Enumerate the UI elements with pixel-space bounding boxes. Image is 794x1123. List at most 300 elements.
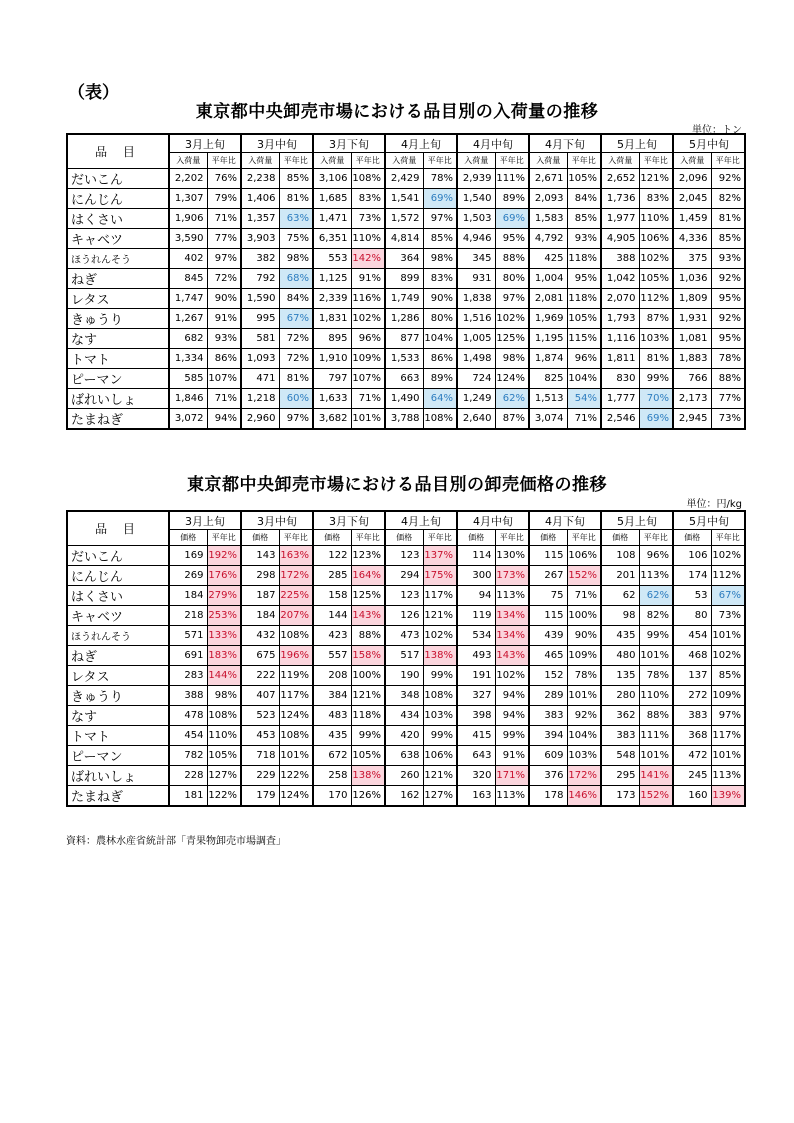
table2-unit: 単位：円/kg <box>686 499 742 510</box>
value-cell: 435 <box>601 626 639 646</box>
ratio-cell: 108% <box>423 686 457 706</box>
ratio-cell: 91% <box>351 269 385 289</box>
ratio-cell: 101% <box>711 746 745 766</box>
sub-header-value: 入荷量 <box>529 153 567 169</box>
ratio-cell: 54% <box>567 389 601 409</box>
value-cell: 454 <box>169 726 207 746</box>
value-cell: 3,106 <box>313 169 351 189</box>
ratio-cell: 144% <box>207 666 241 686</box>
ratio-cell: 253% <box>207 606 241 626</box>
value-cell: 435 <box>313 726 351 746</box>
value-cell: 178 <box>529 786 567 807</box>
ratio-cell: 110% <box>207 726 241 746</box>
ratio-cell: 81% <box>639 349 673 369</box>
ratio-cell: 87% <box>639 309 673 329</box>
value-cell: 382 <box>241 249 279 269</box>
table-row <box>67 626 745 646</box>
value-cell: 2,939 <box>457 169 495 189</box>
period-header: 4月下旬 <box>529 511 601 530</box>
sub-header-value: 価格 <box>313 530 351 546</box>
value-cell: 1,357 <box>241 209 279 229</box>
value-cell: 663 <box>385 369 423 389</box>
period-header: 5月中旬 <box>673 511 745 530</box>
value-cell: 375 <box>673 249 711 269</box>
value-cell: 345 <box>457 249 495 269</box>
value-cell: 174 <box>673 566 711 586</box>
value-cell: 2,652 <box>601 169 639 189</box>
ratio-cell: 127% <box>423 786 457 807</box>
ratio-cell: 101% <box>711 626 745 646</box>
ratio-cell: 90% <box>207 289 241 309</box>
ratio-cell: 106% <box>639 229 673 249</box>
period-header: 4月中旬 <box>457 134 529 153</box>
period-header: 3月上旬 <box>169 511 241 530</box>
value-cell: 1,540 <box>457 189 495 209</box>
ratio-cell: 95% <box>567 269 601 289</box>
value-cell: 144 <box>313 606 351 626</box>
ratio-cell: 106% <box>567 546 601 566</box>
header-row-sub <box>67 153 745 169</box>
ratio-cell: 124% <box>279 786 313 807</box>
value-cell: 187 <box>241 586 279 606</box>
value-cell: 1,513 <box>529 389 567 409</box>
value-cell: 523 <box>241 706 279 726</box>
ratio-cell: 111% <box>639 726 673 746</box>
ratio-cell: 71% <box>567 409 601 430</box>
ratio-cell: 107% <box>207 369 241 389</box>
ratio-cell: 89% <box>495 189 529 209</box>
value-cell: 3,590 <box>169 229 207 249</box>
ratio-cell: 96% <box>351 329 385 349</box>
ratio-cell: 67% <box>279 309 313 329</box>
value-cell: 1,910 <box>313 349 351 369</box>
value-cell: 2,960 <box>241 409 279 430</box>
ratio-cell: 98% <box>279 249 313 269</box>
header-row-sub <box>67 530 745 546</box>
value-cell: 2,640 <box>457 409 495 430</box>
ratio-cell: 73% <box>351 209 385 229</box>
item-name: ピーマン <box>67 369 169 389</box>
ratio-cell: 116% <box>351 289 385 309</box>
value-cell: 143 <box>241 546 279 566</box>
value-cell: 1,906 <box>169 209 207 229</box>
ratio-cell: 142% <box>351 249 385 269</box>
value-cell: 108 <box>601 546 639 566</box>
ratio-cell: 123% <box>351 546 385 566</box>
table-row <box>67 766 745 786</box>
ratio-cell: 93% <box>567 229 601 249</box>
value-cell: 2,081 <box>529 289 567 309</box>
value-cell: 75 <box>529 586 567 606</box>
ratio-cell: 121% <box>639 169 673 189</box>
ratio-cell: 173% <box>495 566 529 586</box>
value-cell: 398 <box>457 706 495 726</box>
ratio-cell: 75% <box>279 229 313 249</box>
period-header: 4月下旬 <box>529 134 601 153</box>
value-cell: 423 <box>313 626 351 646</box>
ratio-cell: 93% <box>207 329 241 349</box>
value-cell: 123 <box>385 546 423 566</box>
value-cell: 1,736 <box>601 189 639 209</box>
ratio-cell: 95% <box>495 229 529 249</box>
value-cell: 6,351 <box>313 229 351 249</box>
ratio-cell: 77% <box>711 389 745 409</box>
ratio-cell: 83% <box>639 189 673 209</box>
table-row <box>67 269 745 289</box>
value-cell: 1,931 <box>673 309 711 329</box>
item-header: 品 目 <box>67 511 169 546</box>
ratio-cell: 97% <box>423 209 457 229</box>
ratio-cell: 77% <box>207 229 241 249</box>
ratio-cell: 104% <box>423 329 457 349</box>
value-cell: 2,070 <box>601 289 639 309</box>
value-cell: 1,809 <box>673 289 711 309</box>
value-cell: 1,249 <box>457 389 495 409</box>
value-cell: 364 <box>385 249 423 269</box>
item-header: 品 目 <box>67 134 169 169</box>
table-row <box>67 369 745 389</box>
period-header: 5月上旬 <box>601 511 673 530</box>
ratio-cell: 102% <box>711 646 745 666</box>
ratio-cell: 71% <box>351 389 385 409</box>
value-cell: 283 <box>169 666 207 686</box>
ratio-cell: 113% <box>711 766 745 786</box>
value-cell: 394 <box>529 726 567 746</box>
ratio-cell: 97% <box>711 706 745 726</box>
ratio-cell: 152% <box>567 566 601 586</box>
value-cell: 1,633 <box>313 389 351 409</box>
ratio-cell: 102% <box>711 546 745 566</box>
item-name: レタス <box>67 666 169 686</box>
item-name: きゅうり <box>67 686 169 706</box>
ratio-cell: 102% <box>351 309 385 329</box>
ratio-cell: 113% <box>495 786 529 807</box>
value-cell: 1,490 <box>385 389 423 409</box>
table-row <box>67 586 745 606</box>
ratio-cell: 101% <box>279 746 313 766</box>
ratio-cell: 103% <box>423 706 457 726</box>
ratio-cell: 105% <box>351 746 385 766</box>
value-cell: 473 <box>385 626 423 646</box>
ratio-cell: 84% <box>279 289 313 309</box>
value-cell: 454 <box>673 626 711 646</box>
ratio-cell: 88% <box>495 249 529 269</box>
value-cell: 472 <box>673 746 711 766</box>
sub-header-ratio: 平年比 <box>639 530 673 546</box>
value-cell: 2,429 <box>385 169 423 189</box>
ratio-cell: 99% <box>423 666 457 686</box>
ratio-cell: 117% <box>711 726 745 746</box>
ratio-cell: 152% <box>639 786 673 807</box>
value-cell: 152 <box>529 666 567 686</box>
item-name: たまねぎ <box>67 786 169 807</box>
ratio-cell: 79% <box>207 189 241 209</box>
value-cell: 53 <box>673 586 711 606</box>
value-cell: 931 <box>457 269 495 289</box>
sub-header-ratio: 平年比 <box>711 530 745 546</box>
ratio-cell: 72% <box>279 349 313 369</box>
ratio-cell: 97% <box>279 409 313 430</box>
ratio-cell: 81% <box>279 189 313 209</box>
ratio-cell: 85% <box>711 229 745 249</box>
ratio-cell: 108% <box>207 706 241 726</box>
ratio-cell: 69% <box>495 209 529 229</box>
value-cell: 1,793 <box>601 309 639 329</box>
value-cell: 877 <box>385 329 423 349</box>
table-row <box>67 566 745 586</box>
value-cell: 1,749 <box>385 289 423 309</box>
value-cell: 797 <box>313 369 351 389</box>
item-name: ほうれんそう <box>67 249 169 269</box>
ratio-cell: 172% <box>567 766 601 786</box>
ratio-cell: 86% <box>207 349 241 369</box>
value-cell: 432 <box>241 626 279 646</box>
value-cell: 3,072 <box>169 409 207 430</box>
source-note: 資料：農林水産省統計部「青果物卸売市場調査」 <box>66 836 286 847</box>
ratio-cell: 71% <box>207 209 241 229</box>
ratio-cell: 72% <box>207 269 241 289</box>
value-cell: 548 <box>601 746 639 766</box>
value-cell: 1,583 <box>529 209 567 229</box>
item-name: ばれいしょ <box>67 389 169 409</box>
sub-header-value: 入荷量 <box>313 153 351 169</box>
table-row <box>67 309 745 329</box>
value-cell: 1,125 <box>313 269 351 289</box>
value-cell: 383 <box>529 706 567 726</box>
table-row <box>67 646 745 666</box>
value-cell: 478 <box>169 706 207 726</box>
sub-header-value: 入荷量 <box>673 153 711 169</box>
value-cell: 258 <box>313 766 351 786</box>
ratio-cell: 71% <box>567 586 601 606</box>
page-label: （表） <box>68 83 119 103</box>
value-cell: 222 <box>241 666 279 686</box>
value-cell: 415 <box>457 726 495 746</box>
ratio-cell: 196% <box>279 646 313 666</box>
ratio-cell: 121% <box>351 686 385 706</box>
value-cell: 453 <box>241 726 279 746</box>
ratio-cell: 80% <box>423 309 457 329</box>
value-cell: 191 <box>457 666 495 686</box>
ratio-cell: 63% <box>279 209 313 229</box>
value-cell: 1,036 <box>673 269 711 289</box>
value-cell: 1,116 <box>601 329 639 349</box>
value-cell: 4,946 <box>457 229 495 249</box>
value-cell: 3,788 <box>385 409 423 430</box>
ratio-cell: 72% <box>279 329 313 349</box>
ratio-cell: 92% <box>711 269 745 289</box>
value-cell: 480 <box>601 646 639 666</box>
ratio-cell: 89% <box>423 369 457 389</box>
item-name: キャベツ <box>67 229 169 249</box>
value-cell: 1,685 <box>313 189 351 209</box>
ratio-cell: 117% <box>423 586 457 606</box>
value-cell: 1,572 <box>385 209 423 229</box>
value-cell: 1,195 <box>529 329 567 349</box>
ratio-cell: 81% <box>711 209 745 229</box>
ratio-cell: 124% <box>279 706 313 726</box>
value-cell: 782 <box>169 746 207 766</box>
value-cell: 402 <box>169 249 207 269</box>
value-cell: 158 <box>313 586 351 606</box>
ratio-cell: 112% <box>639 289 673 309</box>
ratio-cell: 88% <box>639 706 673 726</box>
value-cell: 682 <box>169 329 207 349</box>
value-cell: 1,969 <box>529 309 567 329</box>
value-cell: 163 <box>457 786 495 807</box>
item-name: だいこん <box>67 169 169 189</box>
ratio-cell: 78% <box>423 169 457 189</box>
ratio-cell: 164% <box>351 566 385 586</box>
header-row-periods <box>67 511 745 530</box>
ratio-cell: 172% <box>279 566 313 586</box>
ratio-cell: 99% <box>495 726 529 746</box>
item-name: だいこん <box>67 546 169 566</box>
ratio-cell: 119% <box>279 666 313 686</box>
ratio-cell: 109% <box>567 646 601 666</box>
value-cell: 1,503 <box>457 209 495 229</box>
table-row <box>67 786 745 807</box>
ratio-cell: 85% <box>279 169 313 189</box>
value-cell: 2,202 <box>169 169 207 189</box>
table-row <box>67 746 745 766</box>
period-header: 3月上旬 <box>169 134 241 153</box>
value-cell: 581 <box>241 329 279 349</box>
value-cell: 1,874 <box>529 349 567 369</box>
ratio-cell: 99% <box>639 626 673 646</box>
ratio-cell: 98% <box>207 686 241 706</box>
table-row <box>67 189 745 209</box>
value-cell: 4,336 <box>673 229 711 249</box>
ratio-cell: 111% <box>495 169 529 189</box>
sub-header-ratio: 平年比 <box>207 153 241 169</box>
item-name: ばれいしょ <box>67 766 169 786</box>
ratio-cell: 158% <box>351 646 385 666</box>
ratio-cell: 125% <box>495 329 529 349</box>
ratio-cell: 108% <box>423 409 457 430</box>
sub-header-value: 価格 <box>241 530 279 546</box>
sub-header-ratio: 平年比 <box>207 530 241 546</box>
item-name: きゅうり <box>67 309 169 329</box>
ratio-cell: 91% <box>495 746 529 766</box>
value-cell: 348 <box>385 686 423 706</box>
value-cell: 327 <box>457 686 495 706</box>
ratio-cell: 207% <box>279 606 313 626</box>
value-cell: 995 <box>241 309 279 329</box>
sub-header-value: 入荷量 <box>241 153 279 169</box>
ratio-cell: 64% <box>423 389 457 409</box>
item-name: はくさい <box>67 209 169 229</box>
sub-header-value: 価格 <box>673 530 711 546</box>
table-row <box>67 289 745 309</box>
item-name: にんじん <box>67 566 169 586</box>
value-cell: 383 <box>673 706 711 726</box>
value-cell: 571 <box>169 626 207 646</box>
table-row <box>67 546 745 566</box>
ratio-cell: 279% <box>207 586 241 606</box>
value-cell: 126 <box>385 606 423 626</box>
value-cell: 123 <box>385 586 423 606</box>
value-cell: 724 <box>457 369 495 389</box>
ratio-cell: 98% <box>423 249 457 269</box>
value-cell: 184 <box>169 586 207 606</box>
ratio-cell: 94% <box>207 409 241 430</box>
value-cell: 483 <box>313 706 351 726</box>
value-cell: 585 <box>169 369 207 389</box>
value-cell: 2,671 <box>529 169 567 189</box>
value-cell: 170 <box>313 786 351 807</box>
value-cell: 376 <box>529 766 567 786</box>
value-cell: 388 <box>169 686 207 706</box>
ratio-cell: 117% <box>279 686 313 706</box>
value-cell: 169 <box>169 546 207 566</box>
ratio-cell: 110% <box>639 686 673 706</box>
value-cell: 899 <box>385 269 423 289</box>
ratio-cell: 146% <box>567 786 601 807</box>
value-cell: 2,339 <box>313 289 351 309</box>
value-cell: 94 <box>457 586 495 606</box>
ratio-cell: 138% <box>351 766 385 786</box>
ratio-cell: 70% <box>639 389 673 409</box>
ratio-cell: 134% <box>495 606 529 626</box>
value-cell: 439 <box>529 626 567 646</box>
ratio-cell: 73% <box>711 409 745 430</box>
value-cell: 1,471 <box>313 209 351 229</box>
value-cell: 162 <box>385 786 423 807</box>
value-cell: 190 <box>385 666 423 686</box>
value-cell: 1,286 <box>385 309 423 329</box>
table-row <box>67 706 745 726</box>
value-cell: 260 <box>385 766 423 786</box>
table-row <box>67 329 745 349</box>
ratio-cell: 95% <box>711 329 745 349</box>
ratio-cell: 133% <box>207 626 241 646</box>
ratio-cell: 225% <box>279 586 313 606</box>
ratio-cell: 105% <box>567 169 601 189</box>
value-cell: 62 <box>601 586 639 606</box>
ratio-cell: 171% <box>495 766 529 786</box>
value-cell: 173 <box>601 786 639 807</box>
ratio-cell: 121% <box>423 606 457 626</box>
ratio-cell: 88% <box>711 369 745 389</box>
ratio-cell: 90% <box>423 289 457 309</box>
ratio-cell: 85% <box>711 666 745 686</box>
arrivals-table <box>66 133 746 430</box>
ratio-cell: 99% <box>351 726 385 746</box>
value-cell: 4,814 <box>385 229 423 249</box>
value-cell: 229 <box>241 766 279 786</box>
value-cell: 137 <box>673 666 711 686</box>
period-header: 4月上旬 <box>385 134 457 153</box>
ratio-cell: 106% <box>423 746 457 766</box>
sub-header-value: 価格 <box>529 530 567 546</box>
table-row <box>67 349 745 369</box>
sub-header-value: 入荷量 <box>457 153 495 169</box>
ratio-cell: 141% <box>639 766 673 786</box>
value-cell: 320 <box>457 766 495 786</box>
ratio-cell: 62% <box>639 586 673 606</box>
ratio-cell: 95% <box>711 289 745 309</box>
value-cell: 269 <box>169 566 207 586</box>
ratio-cell: 101% <box>567 686 601 706</box>
ratio-cell: 139% <box>711 786 745 807</box>
value-cell: 368 <box>673 726 711 746</box>
sub-header-value: 入荷量 <box>385 153 423 169</box>
ratio-cell: 101% <box>351 409 385 430</box>
ratio-cell: 113% <box>495 586 529 606</box>
ratio-cell: 85% <box>423 229 457 249</box>
value-cell: 425 <box>529 249 567 269</box>
